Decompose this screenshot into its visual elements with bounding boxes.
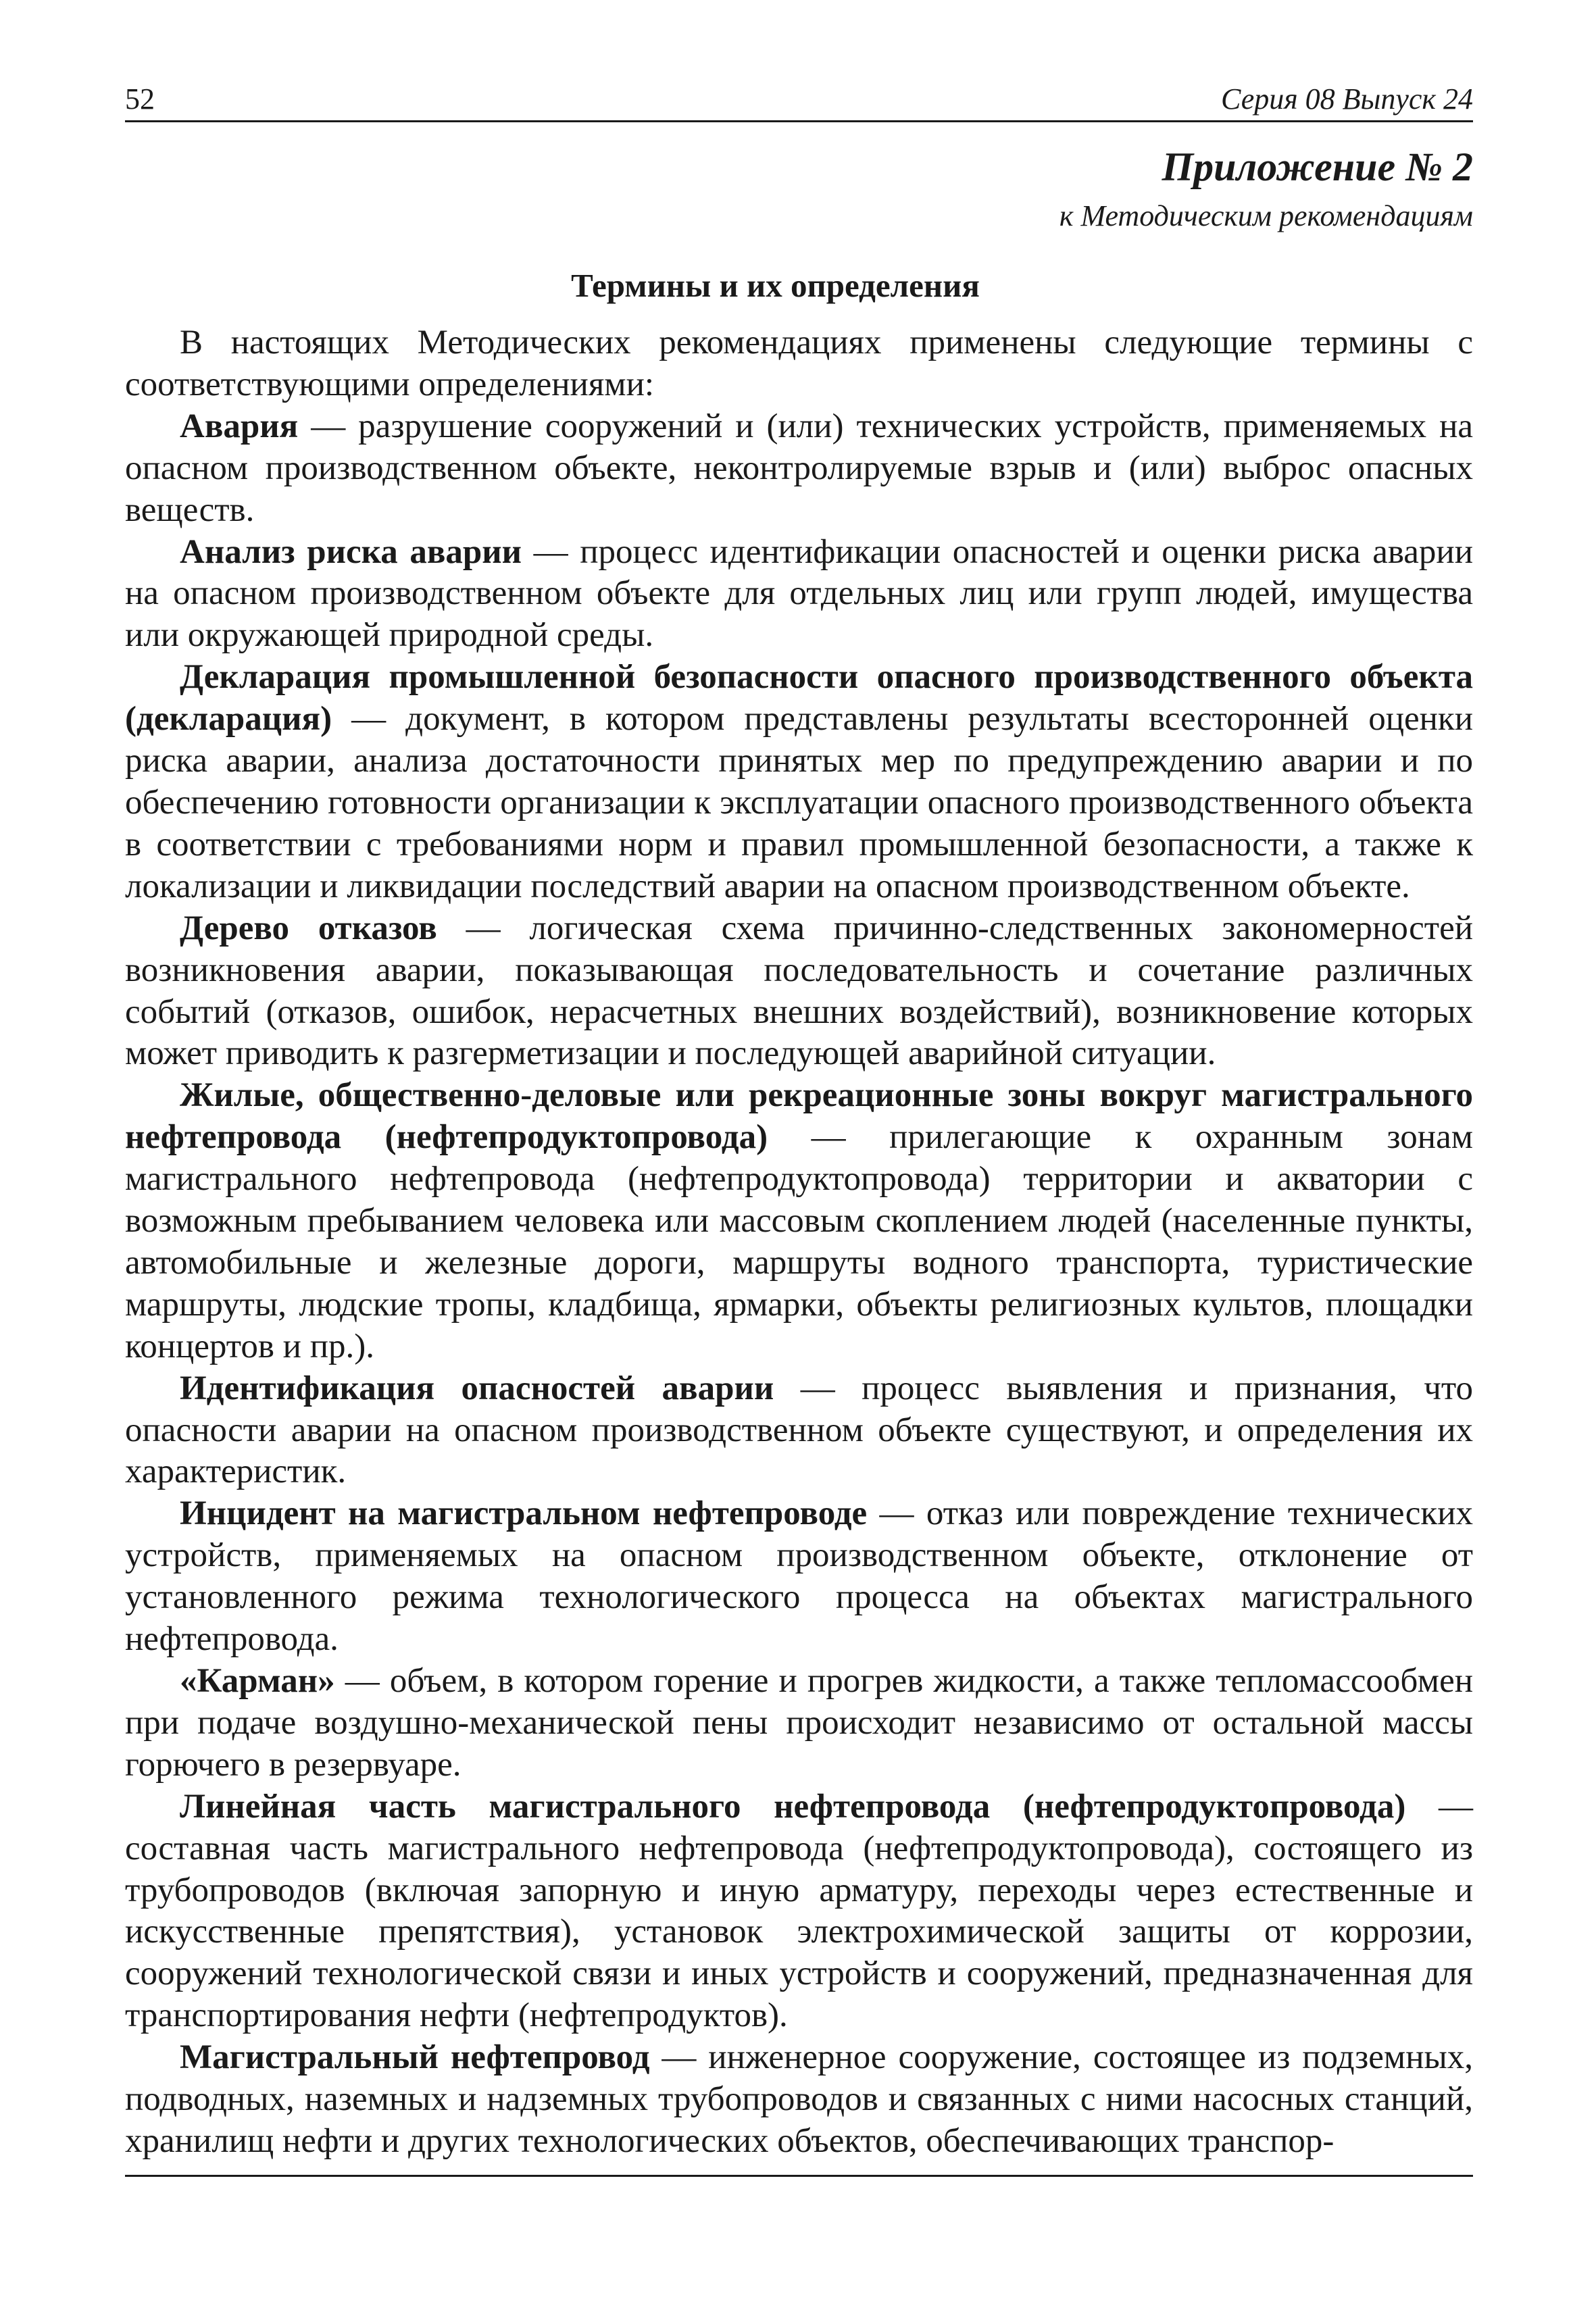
- term-definition: — инженерное сооружение, состоящее из подземных, подводных, наземных и надземных трубопроводов и связанных с ними насосных станций, хранилищ нефти и других технологических объектов, обеспечивающих транспор-: [125, 2038, 1474, 2160]
- term-name: Дерево отказов: [180, 909, 437, 947]
- term-name: Жилые, общественно-деловые или рекреационные зоны вокруг магистрального нефтепровода (нефтепродуктопровода): [125, 1076, 1473, 1157]
- term-definition: — разрушение сооружений и (или) технических устройств, применяемых на опасном производственном объекте, неконтролируемые взрыв и (или) выброс опасных веществ.: [125, 407, 1473, 529]
- term-definition: — документ, в котором представлены результаты всесторонней оценки риска аварии, анализа достаточности принятых мер по предупреждению аварии и по обеспечению готовности организации к эксплуатации опасного производственного объекта в соответствии с требованиями норм и правил промышленной безопасности, а также к локализации и ликвидации последствий аварии на опасном производственном объекте.: [125, 700, 1473, 905]
- term-name: Анализ риска аварии: [180, 532, 522, 571]
- term-entry: [125, 657, 1473, 907]
- term-name: Идентификация опасностей аварии: [180, 1369, 774, 1407]
- term-definition: — процесс выявления и признания, что опасности аварии на опасном производственном объекте существуют, и определения их характеристик.: [125, 1369, 1473, 1491]
- term-name: Магистральный нефтепровод: [180, 2038, 650, 2077]
- appendix-subtitle: к Методическим рекомендациям: [1059, 199, 1473, 232]
- term-definition: — составная часть магистрального нефтепровода (нефтепродуктопровода), состоящего из трубопроводов (включая запорную и иную арматуру, переходы через естественные и искусственные препятствия), установок электрохимической защиты от коррозии, сооружений технологической связи и иных устройств и сооружений, предназначенная для транспортирования нефти (нефтепродуктов).: [125, 1787, 1473, 2035]
- term-name: Линейная часть магистрального нефтепровода (нефтепродуктопровода): [180, 1787, 1406, 1826]
- term-name: Декларация промышленной безопасности опасного производственного объекта (декларация): [125, 658, 1473, 738]
- term-definition: — прилегающие к охранным зонам магистрального нефтепровода (нефтепродуктопровода) территории и акватории с возможным пребыванием человека или массовым скоплением людей (населенные пункты, автомобильные и железные дороги, маршруты водного транспорта, туристические маршруты, людские тропы, кладбища, ярмарки, объекты религиозных культов, площадки концертов и пр.).: [125, 1118, 1473, 1365]
- term-entry: [125, 1493, 1473, 1661]
- term-name: «Карман»: [180, 1662, 335, 1700]
- series-label: Серия 08 Выпуск 24: [1221, 82, 1473, 116]
- intro-paragraph: В настоящих Методических рекомендациях применены следующие термины с соответствующими определениями:: [125, 324, 1473, 403]
- term-entry: [125, 1786, 1473, 2037]
- term-name: Инцидент на магистральном нефтепроводе: [180, 1494, 868, 1533]
- term-name: Авария: [180, 407, 299, 445]
- page-number: 52: [125, 82, 155, 116]
- term-entry: [125, 532, 1473, 657]
- term-entry: [125, 1368, 1473, 1494]
- term-definition: — логическая схема причинно-следственных закономерностей возникновения аварии, показывающая последовательность и сочетание различных событий (отказов, ошибок, нерасчетных внешних воздействий), возникновение которых может приводить к разгерметизации и последующей аварийной ситуации.: [125, 909, 1473, 1073]
- section-title: Термины и их определения: [571, 267, 980, 304]
- running-header: [125, 81, 1473, 122]
- term-entry: [125, 406, 1473, 532]
- terms-list: [125, 406, 1473, 2163]
- footer-rule: [125, 2175, 1473, 2177]
- term-entry: [125, 1661, 1473, 1786]
- document-page: [125, 81, 1473, 2177]
- term-entry: [125, 2037, 1473, 2163]
- term-definition: — объем, в котором горение и прогрев жидкости, а также тепломассообмен при подаче воздушно-механической пены происходит независимо от остальной массы горючего в резервуаре.: [125, 1662, 1473, 1784]
- term-entry: [125, 908, 1473, 1076]
- term-definition: — отказ или повреждение технических устройств, применяемых на опасном производственном объекте, отклонение от установленного режима технологического процесса на объектах магистрального нефтепровода.: [125, 1494, 1473, 1659]
- appendix-title: Приложение № 2: [1162, 145, 1473, 189]
- term-entry: [125, 1075, 1473, 1367]
- term-definition: — процесс идентификации опасностей и оценки риска аварии на опасном производственном объекте для отдельных лиц или групп людей, имущества или окружающей природной среды.: [125, 532, 1473, 655]
